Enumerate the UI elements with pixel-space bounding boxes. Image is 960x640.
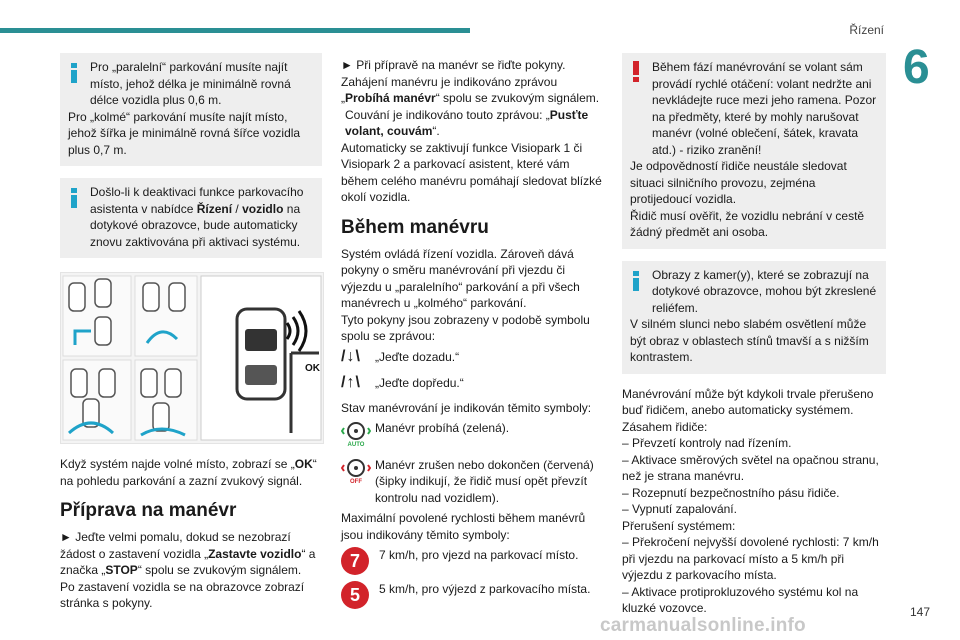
ok-label: OK [305,363,320,374]
forward-arrows-icon: /↑\ [341,374,361,391]
info-note-3 [622,261,886,374]
text-p8: Maximální povolené rychlosti během manévrů jsou indikovány těmito symboly: [341,511,586,542]
speed-5-icon: 5 [341,581,369,609]
speed-7-icon: 7 [341,547,369,575]
prep-text: ► Jeďte velmi pomalu, dokud se nezobrazí žádost o zastavení vozidla „Zastavte vozidlo“ a značka „STOP“ spolu se zvukovým signálem. [60,530,316,577]
status-row-off [341,457,603,507]
info-note-1 [60,53,322,166]
info-text: V silném slunci nebo slabém osvětlení může být obraz v oblastech stínů tmavší a s nižším kontrastem. [630,317,869,364]
heading-preparation: Příprava na manévr [60,500,237,521]
symbol-row-reverse [341,349,603,366]
chapter-number: 6 [903,41,930,94]
info-icon [633,271,639,291]
text-line: – Převzetí kontroly nad řízením. [622,436,792,450]
text-line: – Aktivace protiprokluzového systému kol na kluzké vozovce. [622,584,859,615]
column-2 [341,53,603,615]
info-text: Obrazy z kamer(y), které se zobrazují na dotykové obrazovce, mohou být zkreslené reliéfem. [652,267,877,315]
warning-note [622,53,886,249]
text-p6: Tyto pokyny jsou zobrazeny v podobě symbolu spolu se zprávou: [341,312,590,343]
note-text: Pro „kolmé“ parkování musíte najít místo, jehož šířka je minimálně rovná šířce vozidla plus 0,7 m. [68,109,301,157]
text-p4: Automaticky se zaktivují funkce Visiopark 1 či Visiopark 2 a parkovací asistent, které vám během celého manévru pomáhají sledovat blízké okolí vozidla. [341,140,602,204]
text-line: – Rozepnutí bezpečnostního pásu řidiče. [622,485,840,500]
text-line: – Aktivace směrových světel na opačnou stranu, než je strana manévru. [622,452,879,483]
text-p7: Stav manévrování je indikován těmito symboly: [341,400,592,415]
info-icon [71,188,77,208]
status-text: Manévr zrušen nebo dokončen (červená) (šipky indikují, že řidič musí opět převzít kontrolu nad vozidlem). [375,457,594,505]
speed-text: 7 km/h, pro vjezd na parkovací místo. [379,548,579,562]
text-line: Manévrování může být kdykoli trvale přerušeno buď řidičem, anebo automaticky systémem. [622,386,874,417]
note-text: Došlo-li k deaktivaci funkce parkovacího asistenta v nabídce Řízení / vozidlo na dotykové obrazovce, bude automaticky znovu zaktivována při aktivaci systému. [90,185,304,249]
status-text: Manévr probíhá (zelená). [375,421,510,435]
speed-row-5 [341,581,603,609]
text-line: Přerušení systémem: [622,518,736,533]
column-1 [60,53,322,612]
found-text: Když systém najde volné místo, zobrazí se „OK“ na pohledu parkování a zazní zvukový signál. [60,457,317,488]
speed-text: 5 km/h, pro výjezd z parkovacího místa. [379,582,591,596]
text-line: – Překročení nejvyšší dovolené rychlosti: 7 km/h při vjezdu na parkovací místo a 5 km/h při výjezdu z parkovacího místa. [622,535,879,582]
symbol-text: „Jeďte dopředu.“ [375,376,464,390]
text-p2: Zahájení manévru je indikováno zprávou „Probíhá manévr“ spolu se zvukovým signálem. [341,74,600,105]
warning-text: Je odpovědností řidiče neustále sledovat situaci silničního provozu, zejména protijedoucí vozidla. [630,159,847,206]
note-text: Pro „paralelní“ parkování musíte najít místo, jehož délka je minimálně rovná délce vozidla plus 0,6 m. [90,60,291,107]
parking-illustration [60,272,324,444]
off-label: OFF [350,478,362,485]
reverse-arrows-icon: /↓\ [341,347,361,365]
page-number: 147 [909,605,930,619]
header-accent-bar [0,28,470,33]
info-note-2 [60,178,322,258]
symbol-row-forward [341,375,603,392]
warning-text: Řidič musí ověřit, že vozidlu nebrání v cestě žádný předmět ani osoba. [630,208,865,239]
parking-illustration-svg [61,273,323,443]
text-p1: ► Při přípravě na manévr se řiďte pokyny. [341,58,566,72]
text-line: – Vypnutí zapalování. [622,502,737,516]
steering-auto-icon [341,420,375,453]
symbol-text: „Jeďte dozadu.“ [375,349,460,364]
heading-during: Během manévru [341,216,489,238]
status-row-auto [341,420,603,453]
steering-off-icon [341,457,375,490]
warning-text: Během fází manévrování se volant sám provádí rychlé otáčení: volant nedržte ani nevkládejte ruce mezi jeho ramena. Pozor na předměty, které by mohly narušovat manévr (volné oblečení, šátek, kravata atd.) - riziko zranění! [652,60,877,157]
prep-text-2: Po zastavení vozidla se na obrazovce zobrazí stránka s pokyny. [60,579,305,610]
speed-row-7 [341,547,603,575]
warning-icon [633,61,639,83]
watermark: carmanualsonline.info [600,615,806,636]
text-line: Zásahem řidiče: [622,419,708,434]
section-title: Řízení [849,23,884,37]
text-p3: Couvání je indikováno touto zprávou: „Pusťte volant, couvám“. [345,107,589,138]
auto-label: AUTO [347,442,365,448]
text-p5: Systém ovládá řízení vozidla. Zároveň dává pokyny o směru manévrování při vjezdu či výjezdu u „paralelního“ parkování a při všech manévrech u „kolmého“ parkování. [341,246,580,310]
info-icon [71,63,77,83]
column-3 [622,53,886,617]
